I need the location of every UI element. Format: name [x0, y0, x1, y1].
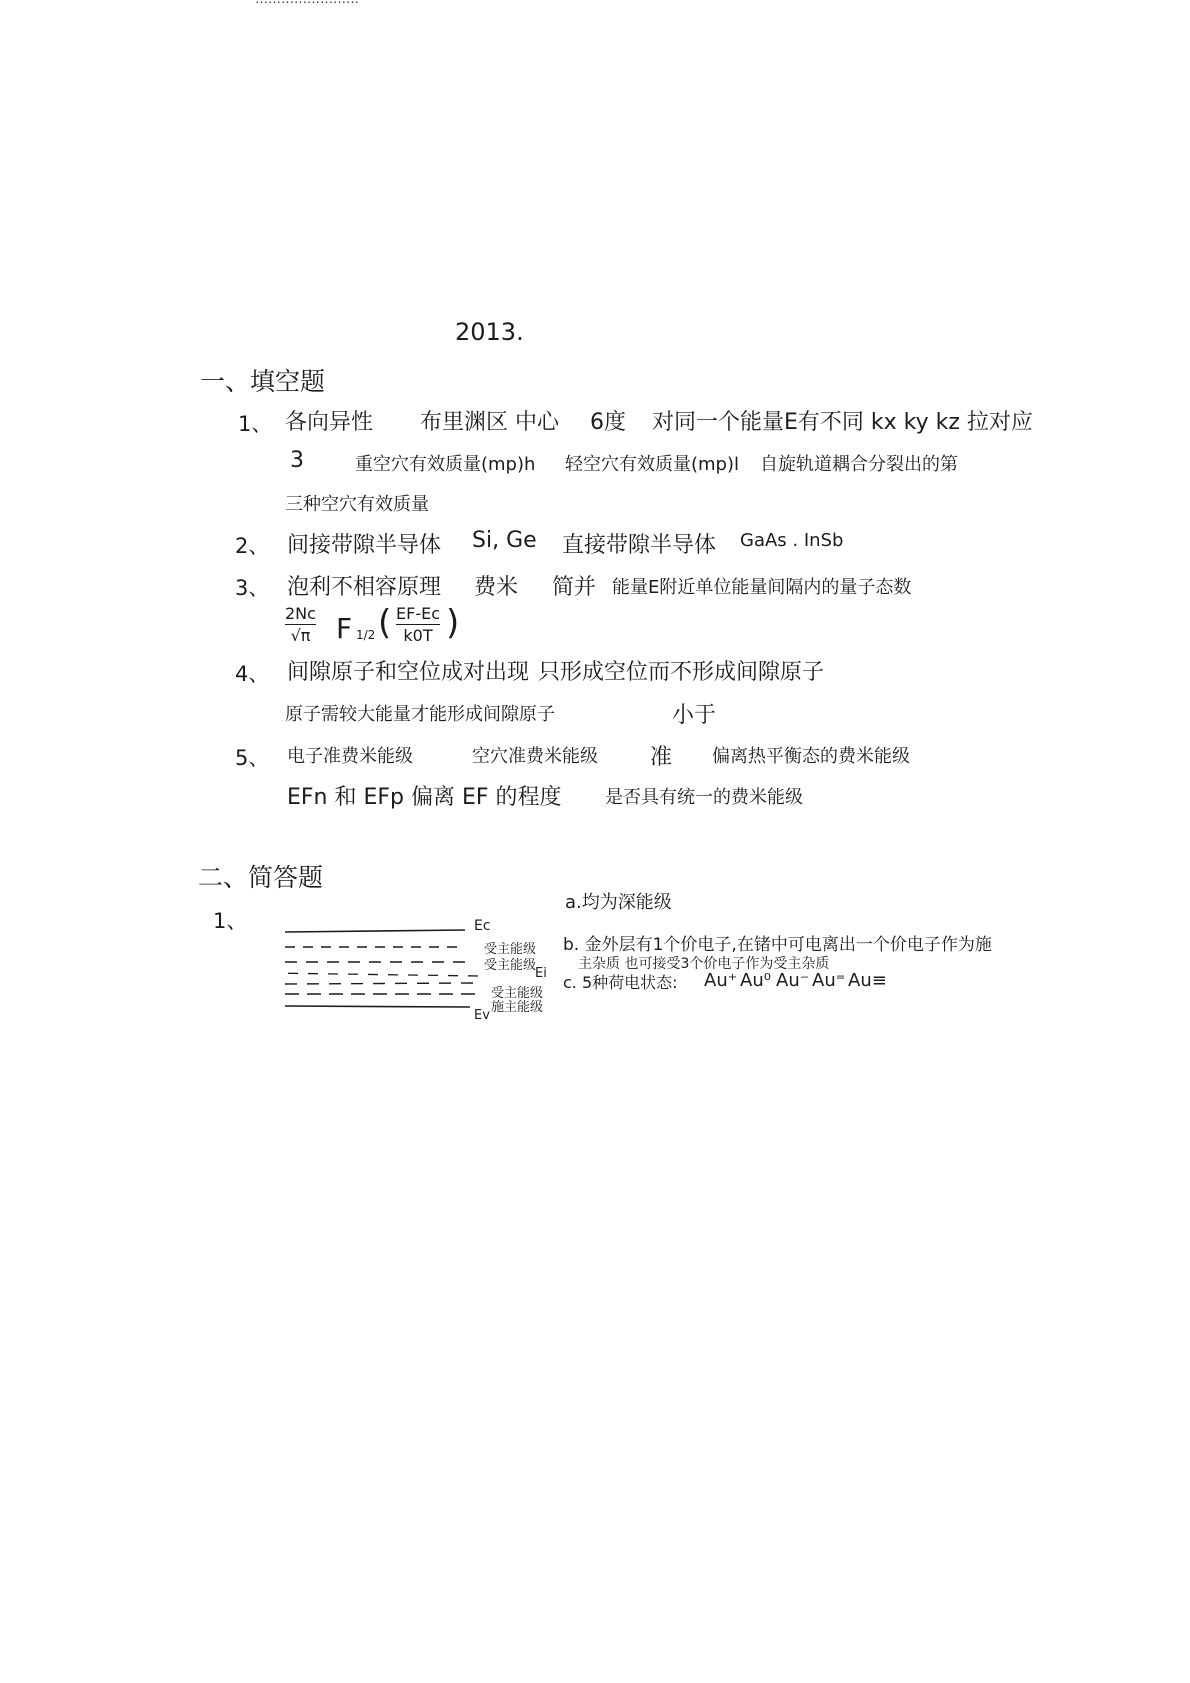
intrinsic-level-line: [280, 973, 480, 976]
answer-text: EFn 和 EFp 偏离 EF 的程度: [287, 785, 562, 810]
level-label: 受主能级: [484, 942, 537, 957]
answer-text: 只形成空位而不形成间隙原子: [538, 660, 825, 685]
answer-text: 自旋轨道耦合分裂出的第: [760, 454, 958, 475]
answer-text: 简并: [552, 575, 597, 600]
level-label: 受主能级: [484, 958, 537, 973]
answer-text: 直接带隙半导体: [562, 533, 717, 558]
ec-label: Ec: [474, 918, 491, 934]
valence-band-edge: [285, 1006, 470, 1007]
section-2-title: 二、简答题: [198, 863, 324, 892]
answer-text: 空穴准费米能级: [472, 746, 598, 767]
fraction-bar: [285, 624, 316, 625]
charge-state: Au⁺: [704, 970, 738, 991]
answer-text: 电子准费米能级: [287, 746, 413, 767]
formula-coefficient: [285, 604, 316, 645]
ev-label: Ev: [474, 1008, 490, 1023]
level-label: 施主能级: [491, 1000, 544, 1015]
formula-coef-denominator: √π: [290, 626, 311, 645]
fraction-bar: [396, 624, 440, 625]
formula-argument: [396, 604, 440, 645]
answer-text: 小于: [672, 703, 717, 728]
answer-text: 费米: [474, 575, 519, 600]
section-2-item-1-number: 1、: [213, 909, 248, 933]
answer-text: 6度: [590, 410, 626, 435]
formula-arg-numerator: EF-Ec: [396, 604, 440, 623]
answer-text: 各向异性: [285, 410, 374, 435]
answer-text: 间接带隙半导体: [287, 533, 442, 558]
answer-text: 准: [650, 745, 673, 770]
formula-subscript: 1/2: [356, 628, 376, 642]
item-1-number: 1、: [238, 412, 273, 436]
answer-text: 3: [290, 448, 304, 473]
formula-arg-denominator: k0T: [403, 626, 433, 645]
formula-right-paren: ): [446, 603, 460, 643]
answer-b-line2: 主杂质 也可接受3个价电子作为受主杂质: [578, 956, 830, 972]
acceptor-level-line: [285, 983, 475, 984]
formula-function: F: [336, 612, 353, 645]
ei-label: Ei: [535, 966, 547, 981]
charge-state: Au⁰: [740, 970, 771, 991]
formula-left-paren: (: [378, 603, 392, 643]
answer-text: Si, Ge: [472, 528, 537, 553]
charge-state: Au≡: [848, 970, 887, 991]
answer-text: 是否具有统一的费米能级: [605, 787, 803, 808]
item-3-number: 3、: [235, 576, 270, 600]
formula-coef-numerator: 2Nc: [285, 604, 316, 623]
charge-state: Au⁻: [776, 970, 810, 991]
answer-a: a.均为深能级: [565, 892, 672, 913]
answer-text: 三种空穴有效质量: [285, 494, 429, 515]
answer-c-prefix: c. 5种荷电状态:: [563, 973, 678, 992]
section-1-title: 一、填空题: [200, 367, 326, 396]
answer-text: GaAs . InSb: [740, 530, 844, 551]
level-label: 受主能级: [491, 986, 544, 1001]
charge-state: Au⁼: [812, 970, 846, 991]
answer-text: 偏离热平衡态的费米能级: [712, 746, 910, 767]
answer-b-line1: b. 金外层有1个价电子,在锗中可电离出一个价电子作为施: [563, 935, 992, 955]
header-fragment: [255, 0, 359, 7]
answer-text: 布里渊区 中心: [420, 410, 559, 435]
answer-text: 间隙原子和空位成对出现: [287, 660, 530, 685]
item-2-number: 2、: [235, 534, 270, 558]
answer-text: 对同一个能量E有不同 kx ky kz 拉对应: [652, 410, 1033, 435]
item-5-number: 5、: [235, 746, 270, 770]
year-heading: 2013.: [455, 318, 524, 346]
item-4-number: 4、: [235, 662, 270, 686]
answer-text: 泡利不相容原理: [287, 575, 442, 600]
answer-text: 重空穴有效质量(mp)h: [355, 454, 536, 475]
conduction-band-edge: [285, 930, 465, 932]
answer-text: 能量E附近单位能量间隔内的量子态数: [612, 577, 912, 598]
answer-text: 原子需较大能量才能形成间隙原子: [285, 704, 555, 725]
answer-text: 轻空穴有效质量(mp)l: [565, 454, 740, 475]
